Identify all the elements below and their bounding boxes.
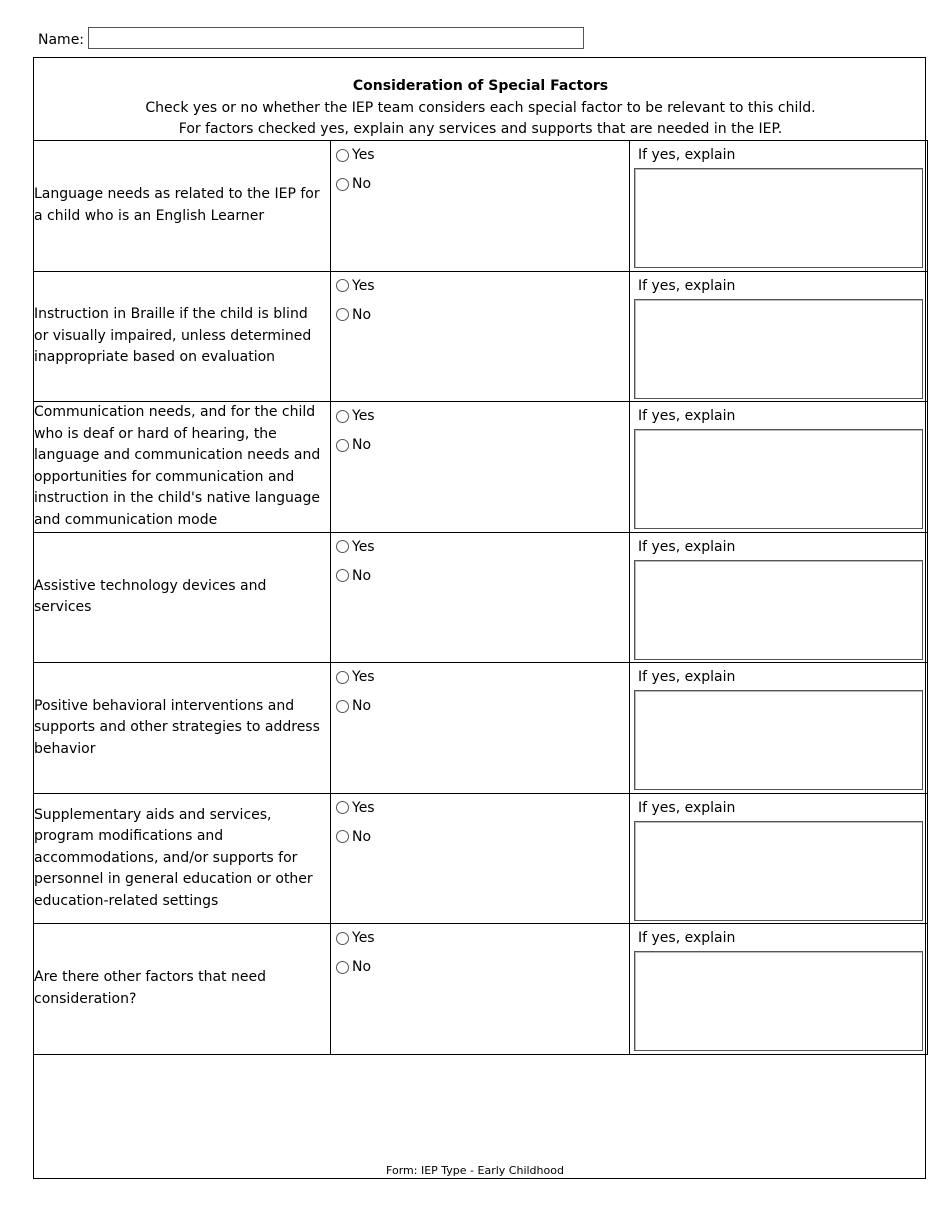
- choice-cell: [331, 663, 630, 793]
- explain-label: If yes, explain: [638, 277, 736, 294]
- factor-cell: [33, 272, 331, 402]
- yes-radio[interactable]: [336, 671, 349, 684]
- form-footer: Form: IEP Type - Early Childhood: [386, 1164, 564, 1177]
- yes-option[interactable]: [336, 669, 375, 685]
- factor-text: Instruction in Braille if the child is blind or visually impaired, unless determined inappropriate based on evaluation: [34, 306, 312, 365]
- explain-label: If yes, explain: [638, 147, 736, 163]
- no-option[interactable]: [336, 829, 371, 845]
- yes-label: Yes: [352, 930, 375, 946]
- yes-radio[interactable]: [336, 801, 349, 814]
- form-header: [34, 58, 927, 140]
- explain-textbox[interactable]: [634, 560, 923, 660]
- no-label: No: [352, 176, 372, 192]
- factor-cell: [33, 924, 331, 1054]
- explain-label: If yes, explain: [638, 930, 736, 946]
- factor-text: Are there other factors that need consideration?: [34, 969, 266, 1007]
- explain-cell: [630, 141, 927, 271]
- factor-text: Language needs as related to the IEP for a child who is an English Learner: [34, 186, 320, 224]
- no-radio[interactable]: [336, 308, 349, 321]
- factor-cell: [33, 141, 331, 271]
- factor-row: [33, 141, 927, 272]
- no-label: No: [352, 306, 372, 323]
- no-option[interactable]: [336, 959, 371, 975]
- no-label: No: [352, 698, 372, 714]
- explain-cell: [630, 794, 927, 924]
- yes-radio[interactable]: [336, 410, 349, 423]
- factor-text: Communication needs, and for the child who is deaf or hard of hearing, the language and communication needs and opportunities for communication and instruction in the child's native language and communication mode: [34, 404, 321, 528]
- yes-label: Yes: [352, 799, 375, 816]
- explain-textbox[interactable]: [634, 821, 923, 921]
- explain-label: If yes, explain: [638, 799, 736, 816]
- name-input[interactable]: [88, 27, 584, 49]
- no-option[interactable]: [336, 698, 371, 714]
- choice-cell: [331, 924, 630, 1054]
- no-option[interactable]: [336, 437, 371, 453]
- no-label: No: [352, 567, 372, 584]
- choice-cell: [331, 272, 630, 402]
- yes-option[interactable]: [336, 147, 375, 163]
- factor-row: [33, 794, 927, 925]
- instructions-line-1: Check yes or no whether the IEP team considers each special factor to be relevant to this child.: [145, 100, 816, 116]
- special-factors-table: [33, 140, 928, 1055]
- yes-label: Yes: [352, 538, 375, 555]
- no-option[interactable]: [336, 307, 371, 323]
- factor-text: Supplementary aids and services, program modifications and accommodations, and/or supports for personnel in general education or other education-related settings: [34, 806, 313, 909]
- explain-cell: [630, 663, 927, 793]
- explain-cell: [630, 272, 927, 402]
- no-radio[interactable]: [336, 569, 349, 582]
- explain-textbox[interactable]: [634, 168, 923, 268]
- yes-radio[interactable]: [336, 149, 349, 162]
- choice-cell: [331, 402, 630, 532]
- form-title: Consideration of Special Factors: [352, 78, 609, 94]
- yes-radio[interactable]: [336, 279, 349, 292]
- explain-cell: [630, 402, 927, 532]
- yes-option[interactable]: [336, 800, 375, 816]
- factor-cell: [33, 794, 331, 924]
- factor-row: [33, 402, 927, 533]
- choice-cell: [331, 794, 630, 924]
- no-label: No: [352, 959, 372, 975]
- no-radio[interactable]: [336, 961, 349, 974]
- explain-label: If yes, explain: [638, 408, 736, 424]
- yes-label: Yes: [352, 669, 375, 685]
- factor-cell: [33, 533, 331, 663]
- no-option[interactable]: [336, 568, 371, 584]
- no-label: No: [352, 828, 372, 845]
- yes-label: Yes: [352, 277, 375, 294]
- factor-row: [33, 272, 927, 403]
- yes-option[interactable]: [336, 930, 375, 946]
- yes-label: Yes: [352, 147, 375, 163]
- factor-text: Positive behavioral interventions and supports and other strategies to address behavior: [34, 697, 320, 757]
- explain-textbox[interactable]: [634, 429, 923, 529]
- yes-radio[interactable]: [336, 932, 349, 945]
- factor-cell: [33, 663, 331, 793]
- no-radio[interactable]: [336, 830, 349, 843]
- factor-cell: [33, 402, 331, 532]
- no-radio[interactable]: [336, 178, 349, 191]
- no-label: No: [352, 437, 372, 453]
- explain-textbox[interactable]: [634, 951, 923, 1051]
- factor-row: [33, 924, 927, 1055]
- factor-row: [33, 533, 927, 664]
- instructions-line-2: For factors checked yes, explain any services and supports that are needed in the IEP.: [178, 121, 783, 137]
- yes-radio[interactable]: [336, 540, 349, 553]
- explain-cell: [630, 924, 927, 1054]
- explain-label: If yes, explain: [638, 538, 736, 555]
- yes-label: Yes: [352, 408, 375, 424]
- explain-textbox[interactable]: [634, 299, 923, 399]
- choice-cell: [331, 141, 630, 271]
- explain-label: If yes, explain: [638, 669, 736, 685]
- name-label: Name:: [38, 32, 85, 48]
- no-radio[interactable]: [336, 439, 349, 452]
- explain-textbox[interactable]: [634, 690, 923, 790]
- yes-option[interactable]: [336, 408, 375, 424]
- choice-cell: [331, 533, 630, 663]
- explain-cell: [630, 533, 927, 663]
- yes-option[interactable]: [336, 278, 375, 294]
- factor-text: Assistive technology devices and services: [34, 577, 267, 616]
- no-radio[interactable]: [336, 700, 349, 713]
- yes-option[interactable]: [336, 539, 375, 555]
- factor-row: [33, 663, 927, 794]
- no-option[interactable]: [336, 176, 371, 192]
